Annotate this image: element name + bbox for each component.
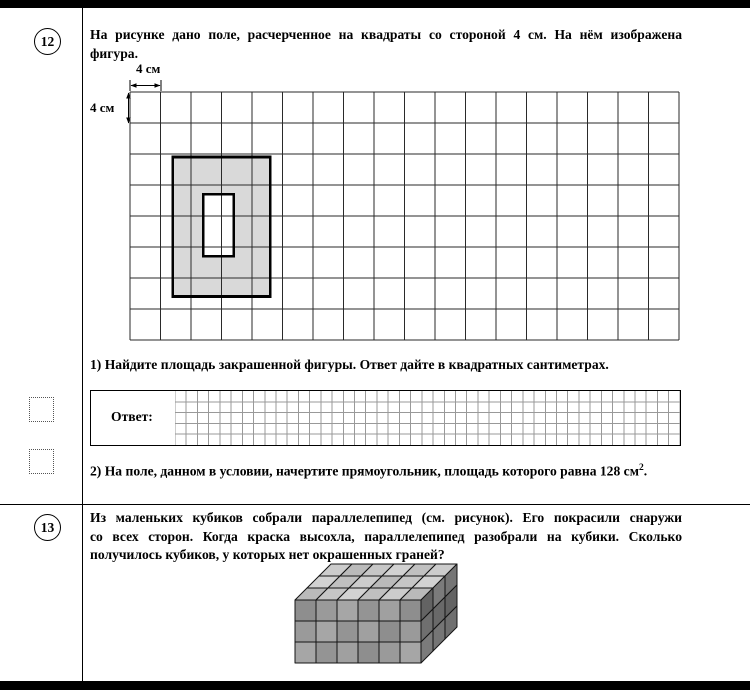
bottom-border-bar bbox=[0, 681, 750, 690]
answer-label: Ответ: bbox=[111, 409, 153, 424]
problem-12-statement-line-1: На рисунке дано поле, расчерченное на квадраты со стороной 4 см. На нём изображена bbox=[90, 27, 682, 42]
question-2-text: 2) На поле, данном в условии, начертите прямоугольник, площадь которого равна 128 см bbox=[90, 463, 639, 479]
top-border-bar bbox=[0, 0, 750, 8]
problem-12-question-2 bbox=[90, 459, 647, 481]
answer-grid bbox=[175, 391, 680, 445]
cuboid-figure bbox=[293, 562, 459, 665]
problem-13-statement-line-1: Из маленьких кубиков собрали параллелепипед (см. рисунок). Его покрасили снаружи bbox=[90, 510, 682, 525]
problem-13-number: 13 bbox=[34, 514, 61, 541]
question-2-period: . bbox=[643, 463, 648, 479]
dim-label-top: 4 см bbox=[136, 61, 161, 76]
score-box-2 bbox=[29, 449, 54, 474]
grid-field bbox=[129, 91, 681, 342]
problem-13-statement-line-2: со всех сторон. Когда краска высохла, параллелепипед разобрали на кубики. Сколько bbox=[90, 528, 682, 544]
question-2-superscript: 2 bbox=[638, 463, 644, 473]
score-box-1 bbox=[29, 397, 54, 422]
problem-12-question-1: 1) Найдите площадь закрашенной фигуры. Ответ дайте в квадратных сантиметрах. bbox=[90, 357, 609, 372]
answer-box bbox=[90, 390, 681, 446]
margin-divider-line bbox=[82, 8, 83, 681]
dim-label-left: 4 см bbox=[90, 100, 115, 115]
section-divider bbox=[0, 504, 750, 505]
problem-13-statement-line-3: получилось кубиков, у которых нет окрашенных граней? bbox=[90, 547, 445, 562]
problem-12-statement-line-2: фигура. bbox=[90, 45, 138, 61]
problem-12-number: 12 bbox=[34, 28, 61, 55]
